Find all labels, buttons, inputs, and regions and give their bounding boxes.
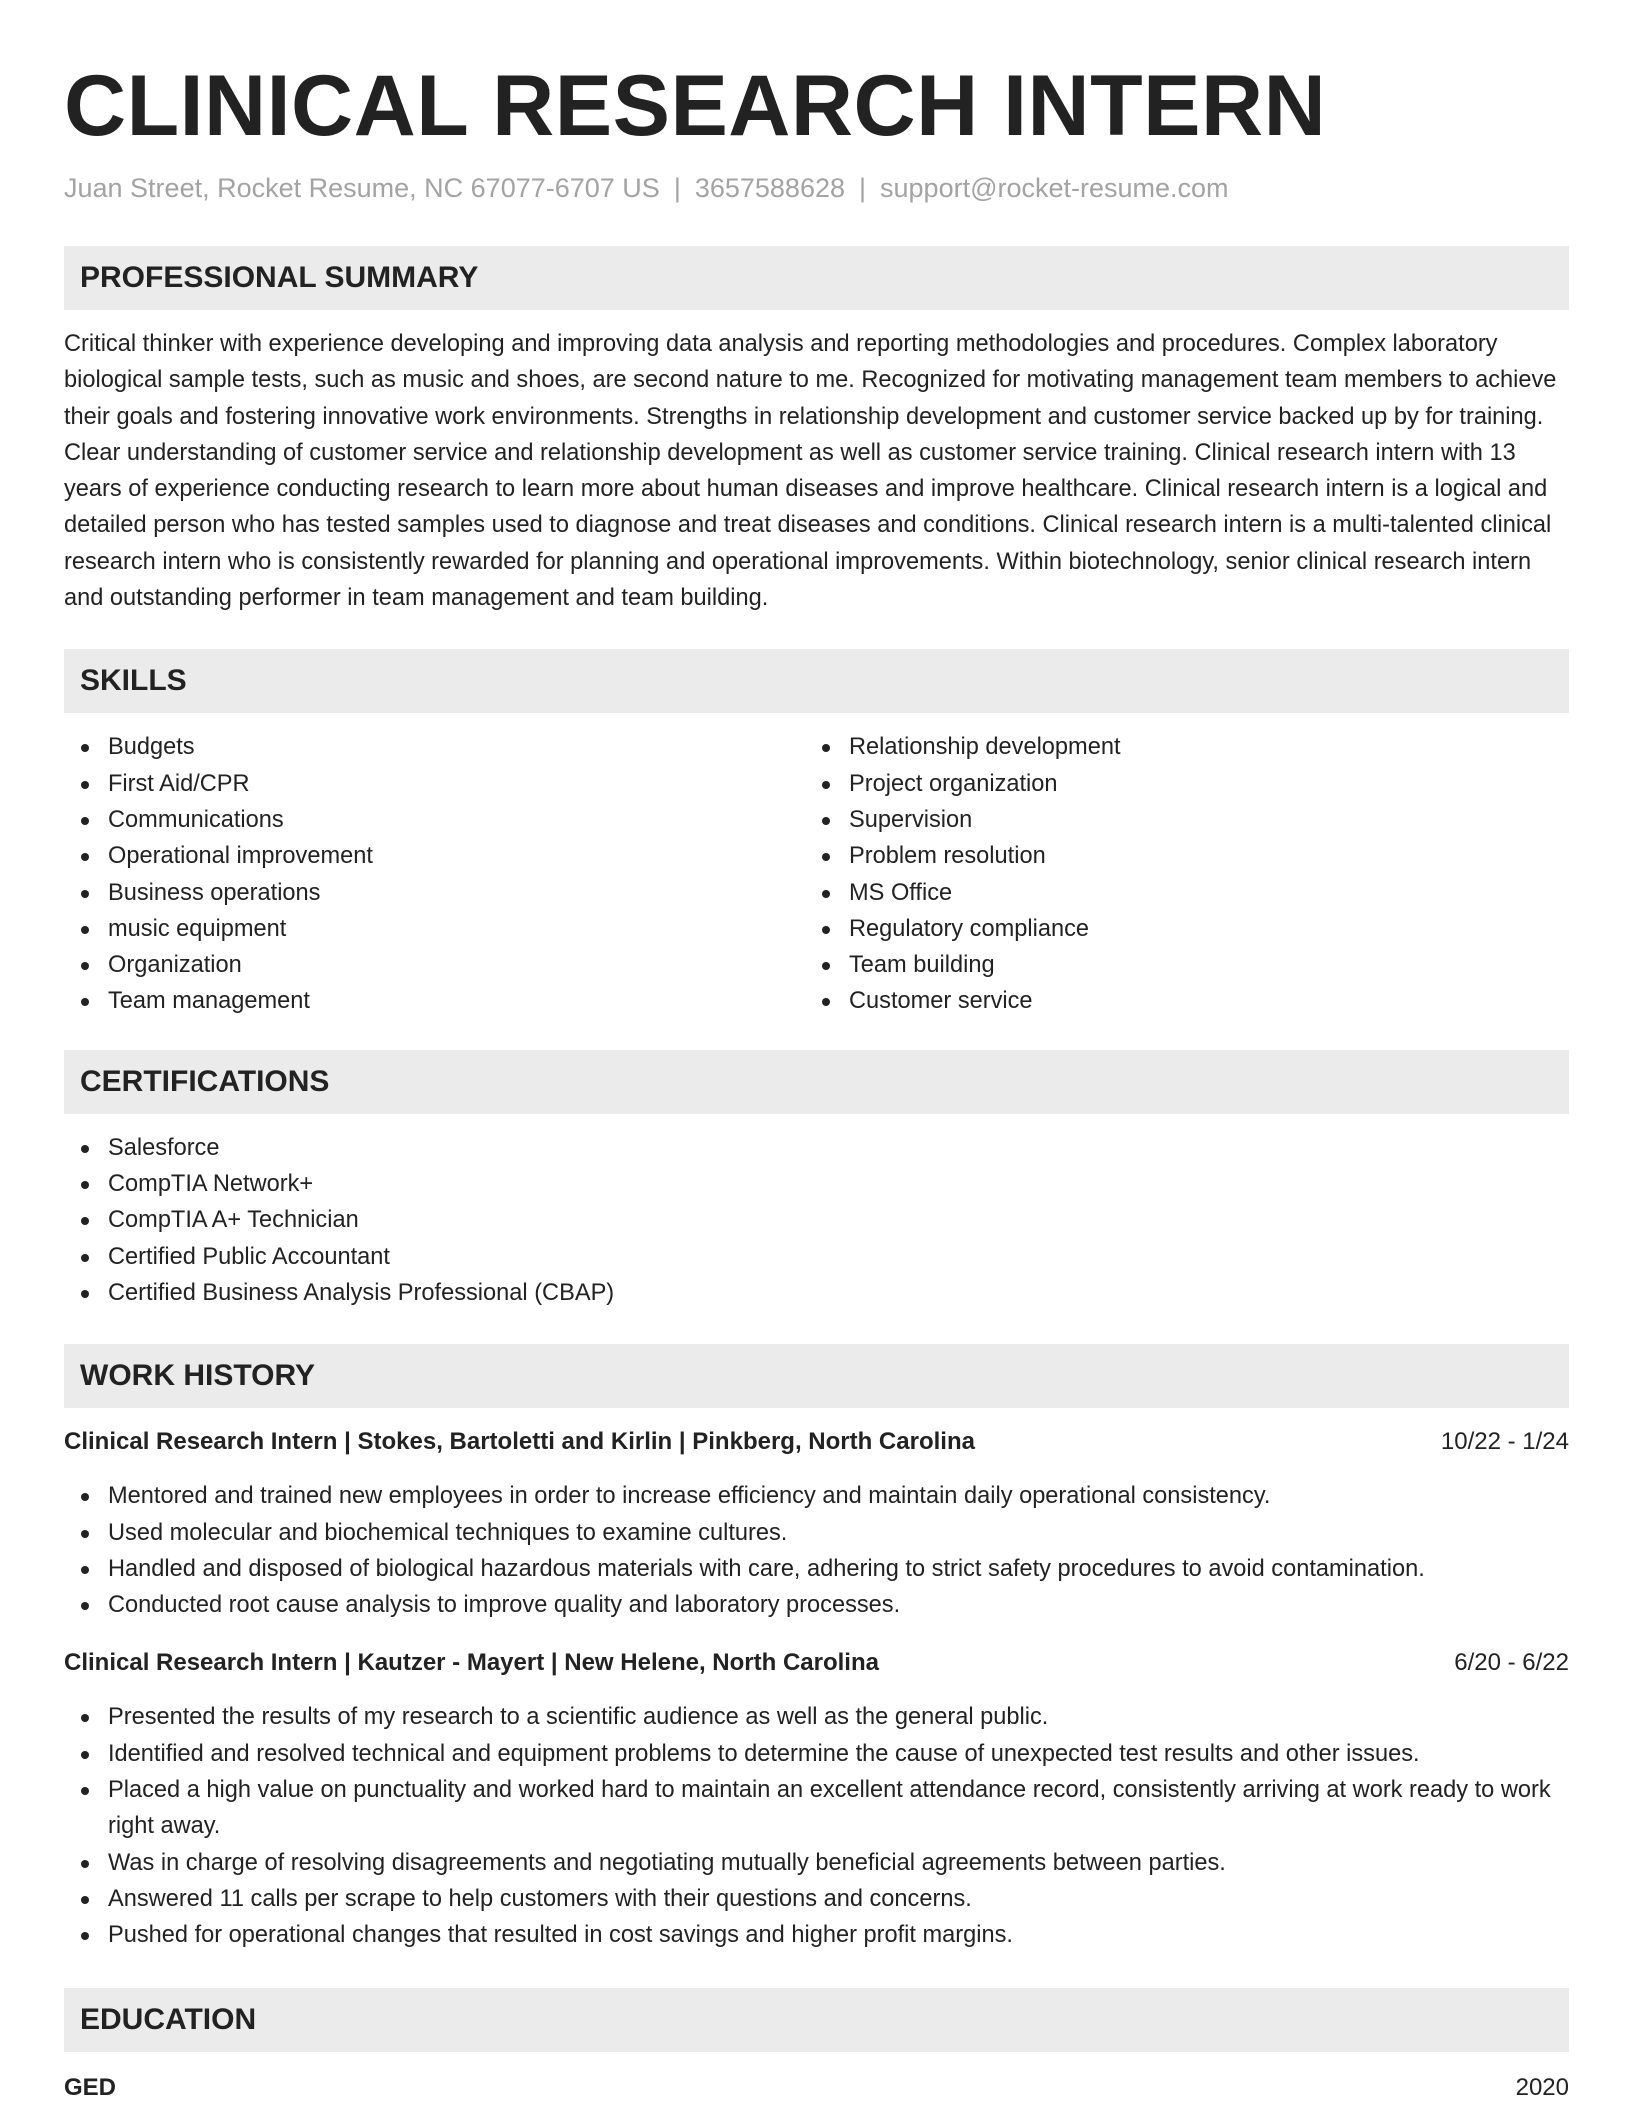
skill-item: Communications bbox=[64, 802, 805, 838]
skill-item: First Aid/CPR bbox=[64, 766, 805, 802]
job-dates: 6/20 - 6/22 bbox=[1454, 1649, 1569, 1677]
section-header-summary: PROFESSIONAL SUMMARY bbox=[64, 246, 1569, 310]
contact-email: support@rocket-resume.com bbox=[880, 173, 1229, 203]
job-duty-item: Identified and resolved technical and equipment problems to determine the cause of unexpected test results and other issues. bbox=[64, 1736, 1569, 1772]
skills-list-left bbox=[64, 729, 805, 1019]
job-duties bbox=[64, 1699, 1569, 1953]
skill-item: music equipment bbox=[64, 911, 805, 947]
job-duty-item: Mentored and trained new employees in order to increase efficiency and maintain daily operational consistency. bbox=[64, 1478, 1569, 1514]
skills-grid bbox=[64, 729, 1569, 1019]
skill-item: Operational improvement bbox=[64, 838, 805, 874]
job-duties bbox=[64, 1478, 1569, 1623]
skill-item: Business operations bbox=[64, 875, 805, 911]
skill-item: Problem resolution bbox=[805, 838, 1546, 874]
contact-address: Juan Street, Rocket Resume, NC 67077-6707 US bbox=[64, 173, 660, 203]
job-title: Clinical Research Intern | Stokes, Bartoletti and Kirlin | Pinkberg, North Carolina bbox=[64, 1428, 975, 1456]
resume-title: CLINICAL RESEARCH INTERN bbox=[64, 58, 1327, 154]
skills-list-right bbox=[805, 729, 1546, 1019]
job-duty-item: Handled and disposed of biological hazardous materials with care, adhering to strict safety procedures to avoid contamination. bbox=[64, 1551, 1569, 1587]
job-duty-item: Answered 11 calls per scrape to help customers with their questions and concerns. bbox=[64, 1881, 1569, 1917]
job-title: Clinical Research Intern | Kautzer - Mayert | New Helene, North Carolina bbox=[64, 1649, 879, 1677]
section-header-education: EDUCATION bbox=[64, 1988, 1569, 2052]
section-header-work-history: WORK HISTORY bbox=[64, 1344, 1569, 1408]
skill-item: Customer service bbox=[805, 983, 1546, 1019]
certification-item: CompTIA Network+ bbox=[64, 1166, 1569, 1202]
education-year: 2020 bbox=[1515, 2073, 1569, 2101]
summary-text: Critical thinker with experience developing and improving data analysis and reporting methodologies and procedures. Complex laboratory biological sample tests, such as music and shoes, are second nature to me. Recognized for motivating management team members to achieve their goals and fostering innovative work environments. Strengths in relationship development and customer service backed up by for training. Clear understanding of customer service and relationship development as well as customer service training. Clinical research intern with 13 years of experience conducting research to learn more about human diseases and improve healthcare. Clinical research intern is a logical and detailed person who has tested samples used to diagnose and treat diseases and conditions. Clinical research intern is a multi-talented clinical research intern who is consistently rewarded for planning and operational improvements. Within biotechnology, senior clinical research intern and outstanding performer in team management and team building. bbox=[64, 331, 1557, 612]
skill-item: MS Office bbox=[805, 875, 1546, 911]
skill-item: Team building bbox=[805, 947, 1546, 983]
contact-separator: | bbox=[673, 173, 681, 203]
education-degree: GED bbox=[64, 2073, 117, 2101]
skill-item: Project organization bbox=[805, 766, 1546, 802]
contact-line bbox=[64, 171, 1569, 205]
job-entry bbox=[64, 1424, 1569, 1623]
certification-item: Salesforce bbox=[64, 1130, 1569, 1166]
education-entry bbox=[64, 2070, 1569, 2106]
certification-item: Certified Public Accountant bbox=[64, 1239, 1569, 1275]
certification-item: Certified Business Analysis Professional (CBAP) bbox=[64, 1275, 1569, 1311]
job-header bbox=[64, 1424, 1569, 1460]
section-header-certifications: CERTIFICATIONS bbox=[64, 1050, 1569, 1114]
skill-item: Relationship development bbox=[805, 729, 1546, 765]
job-duty-item: Conducted root cause analysis to improve quality and laboratory processes. bbox=[64, 1587, 1569, 1623]
job-duty-item: Pushed for operational changes that resulted in cost savings and higher profit margins. bbox=[64, 1917, 1569, 1953]
certifications-list bbox=[64, 1130, 1569, 1311]
contact-phone: 3657588628 bbox=[694, 173, 845, 203]
job-header bbox=[64, 1645, 1569, 1681]
job-duty-item: Used molecular and biochemical techniques to examine cultures. bbox=[64, 1515, 1569, 1551]
skill-item: Budgets bbox=[64, 729, 805, 765]
skill-item: Supervision bbox=[805, 802, 1546, 838]
skill-item: Regulatory compliance bbox=[805, 911, 1546, 947]
job-duty-item: Placed a high value on punctuality and worked hard to maintain an excellent attendance record, consistently arriving at work ready to work right away. bbox=[64, 1772, 1569, 1845]
job-entry bbox=[64, 1645, 1569, 1953]
section-header-skills: SKILLS bbox=[64, 649, 1569, 713]
certification-item: CompTIA A+ Technician bbox=[64, 1202, 1569, 1238]
contact-separator: | bbox=[859, 173, 867, 203]
job-duty-item: Presented the results of my research to a scientific audience as well as the general public. bbox=[64, 1699, 1569, 1735]
skill-item: Team management bbox=[64, 983, 805, 1019]
skill-item: Organization bbox=[64, 947, 805, 983]
job-dates: 10/22 - 1/24 bbox=[1440, 1428, 1569, 1456]
job-duty-item: Was in charge of resolving disagreements and negotiating mutually beneficial agreements between parties. bbox=[64, 1845, 1569, 1881]
